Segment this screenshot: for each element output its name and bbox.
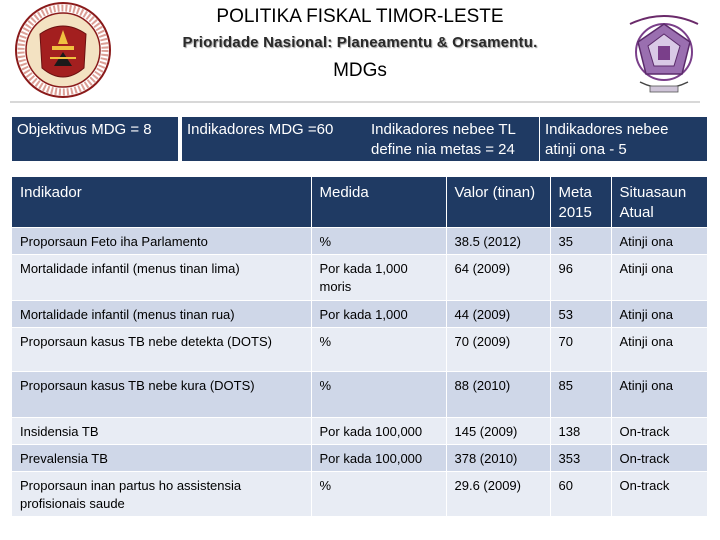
column-header-situasaun: Situasaun Atual xyxy=(611,177,707,228)
target-cell: 353 xyxy=(550,445,611,472)
status-cell: Atinji ona xyxy=(611,228,707,255)
measure-cell: % xyxy=(311,228,446,255)
target-cell: 60 xyxy=(550,472,611,517)
summary-tl-targets-box xyxy=(366,117,539,161)
target-cell: 138 xyxy=(550,418,611,445)
target-cell: 96 xyxy=(550,255,611,301)
mdg-indicator-table xyxy=(12,177,707,516)
table-row xyxy=(12,328,707,372)
summary-indicators-box xyxy=(182,117,366,161)
status-cell: On-track xyxy=(611,418,707,445)
measure-cell: % xyxy=(311,472,446,517)
column-header-indikador: Indikador xyxy=(12,177,311,228)
ministry-seal-icon xyxy=(622,2,706,100)
indicator-cell: Proporsaun kasus TB nebe kura (DOTS) xyxy=(12,372,311,418)
status-cell: Atinji ona xyxy=(611,301,707,328)
value-cell: 70 (2009) xyxy=(446,328,550,372)
measure-cell: Por kada 1,000 moris xyxy=(311,255,446,301)
column-header-valor: Valor (tinan) xyxy=(446,177,550,228)
indicator-cell: Mortalidade infantil (menus tinan rua) xyxy=(12,301,311,328)
status-cell: On-track xyxy=(611,445,707,472)
header-divider xyxy=(10,101,700,103)
value-cell: 88 (2010) xyxy=(446,372,550,418)
measure-cell: Por kada 100,000 xyxy=(311,445,446,472)
value-cell: 64 (2009) xyxy=(446,255,550,301)
indicator-cell: Mortalidade infantil (menus tinan lima) xyxy=(12,255,311,301)
table-row xyxy=(12,445,707,472)
target-cell: 85 xyxy=(550,372,611,418)
summary-objectives-label: Objektivus MDG = 8 xyxy=(17,121,152,138)
value-cell: 145 (2009) xyxy=(446,418,550,445)
measure-cell: Por kada 100,000 xyxy=(311,418,446,445)
column-header-medida: Medida xyxy=(311,177,446,228)
table-row xyxy=(12,418,707,445)
status-cell: Atinji ona xyxy=(611,372,707,418)
measure-cell: % xyxy=(311,328,446,372)
summary-indicators-label: Indikadores MDG =60 xyxy=(187,121,334,138)
indicator-cell: Proporsaun inan partus ho assistensia profisionais saude xyxy=(12,472,311,517)
page-subtitle: Prioridade Nasional: Planeamentu & Orsamentu. xyxy=(182,34,538,51)
status-cell: On-track xyxy=(611,472,707,517)
indicator-cell: Proporsaun Feto iha Parlamento xyxy=(12,228,311,255)
value-cell: 38.5 (2012) xyxy=(446,228,550,255)
summary-objectives-box xyxy=(12,117,178,161)
summary-achieved-label: Indikadores nebee atinji ona - 5 xyxy=(545,121,669,158)
status-cell: Atinji ona xyxy=(611,328,707,372)
section-title: MDGs xyxy=(333,60,387,81)
table-row xyxy=(12,472,707,517)
summary-tl-targets-label: Indikadores nebee TL define nia metas = 24 xyxy=(371,121,516,158)
indicator-cell: Proporsaun kasus TB nebe detekta (DOTS) xyxy=(12,328,311,372)
value-cell: 44 (2009) xyxy=(446,301,550,328)
table-row xyxy=(12,255,707,301)
summary-achieved-box xyxy=(539,117,707,161)
target-cell: 35 xyxy=(550,228,611,255)
table-row xyxy=(12,228,707,255)
target-cell: 70 xyxy=(550,328,611,372)
table-row xyxy=(12,301,707,328)
measure-cell: % xyxy=(311,372,446,418)
page-title: POLITIKA FISKAL TIMOR-LESTE xyxy=(216,6,504,27)
table-header-row xyxy=(12,177,707,228)
value-cell: 29.6 (2009) xyxy=(446,472,550,517)
measure-cell: Por kada 1,000 xyxy=(311,301,446,328)
value-cell: 378 (2010) xyxy=(446,445,550,472)
table-row xyxy=(12,372,707,418)
indicator-cell: Insidensia TB xyxy=(12,418,311,445)
column-header-meta: Meta 2015 xyxy=(550,177,611,228)
target-cell: 53 xyxy=(550,301,611,328)
status-cell: Atinji ona xyxy=(611,255,707,301)
indicator-cell: Prevalensia TB xyxy=(12,445,311,472)
